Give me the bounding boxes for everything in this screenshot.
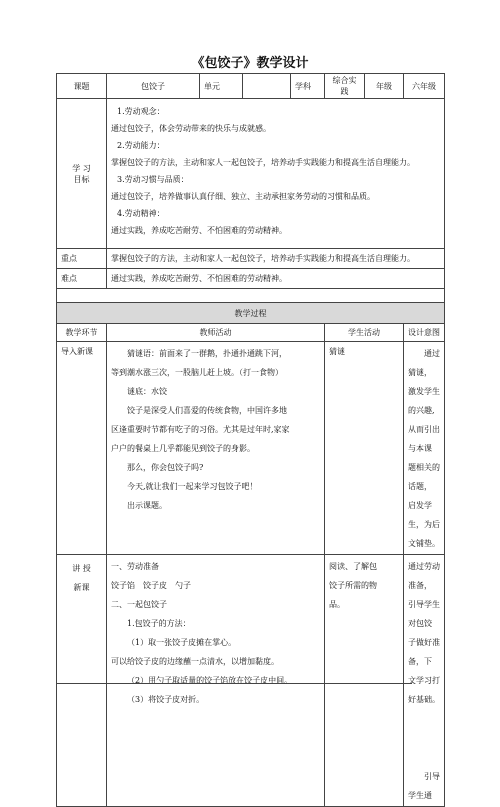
goals-content xyxy=(107,99,445,249)
key-point-row xyxy=(57,249,445,269)
design-line: 题相关的话题， xyxy=(408,463,440,492)
subject-value: 综合实践 xyxy=(325,74,365,99)
teach-row xyxy=(57,555,445,807)
intro-design xyxy=(404,342,445,555)
goal-line: 通过包饺子，体会劳动带来的快乐与成就感。 xyxy=(111,124,271,134)
goal-line: 掌握包饺子的方法，主动和家人一起包饺子，培养动手实践能力和提高生活自理能力。 xyxy=(111,158,415,168)
teacher-line: 可以给饺子皮的边缘蘸一点清水，以增加黏度。 xyxy=(111,657,279,667)
intro-student: 猜谜 xyxy=(325,342,404,555)
design-line: 引导学生通 xyxy=(408,772,440,801)
process-heading: 教学过程 xyxy=(57,303,445,324)
col-design: 设计意图 xyxy=(404,324,445,342)
spacer-row xyxy=(57,289,445,303)
design-line: 引导学生对包饺 xyxy=(408,600,440,629)
teacher-line: 等到潮水涨三次，一股脑儿赶上坡。（打一食物） xyxy=(111,368,283,378)
design-line: 通过劳动准备， xyxy=(408,562,440,591)
key-point-label: 重点 xyxy=(57,249,107,269)
col-student: 学生活动 xyxy=(325,324,404,342)
intro-row xyxy=(57,342,445,555)
goal-line: 通过包饺子，培养做事认真仔细、独立、主动承担家务劳动的习惯和品质。 xyxy=(111,192,375,202)
design-line: 文学习打好基础。 xyxy=(408,676,440,705)
goal-line: 3.劳动习惯与品质： xyxy=(117,175,189,185)
teacher-line: 今天,就让我们一起来学习包饺子吧！ xyxy=(127,482,258,492)
teach-teacher xyxy=(107,555,325,807)
teacher-line: 户户的餐桌上几乎都能见到饺子的身影。 xyxy=(111,444,255,454)
teacher-line: 区逢重要时节都有吃子的习俗。尤其是过年时,家家 xyxy=(111,425,290,435)
grade-label: 年级 xyxy=(365,74,404,99)
teach-stage: 讲 授 新课 xyxy=(57,555,107,807)
teacher-line: 谜底：水饺 xyxy=(127,387,167,397)
header-row xyxy=(57,74,445,99)
grade-value: 六年级 xyxy=(404,74,445,99)
design-line: 从而引出与本课 xyxy=(408,425,440,454)
teacher-line: 饺子是深受人们喜爱的传统食物，中国许多地 xyxy=(127,406,287,416)
teacher-line: 一、劳动准备 xyxy=(111,562,159,572)
student-line: 饺子所需的物 xyxy=(329,581,377,591)
teacher-line: （3）将饺子皮对折。 xyxy=(127,695,205,705)
goals-row xyxy=(57,99,445,249)
intro-teacher xyxy=(107,342,325,555)
teacher-line: 二、一起包饺子 xyxy=(111,600,167,610)
goal-line: 2.劳动能力： xyxy=(117,141,165,151)
design-line: 激发学生的兴趣, xyxy=(408,387,440,416)
teacher-line: 出示课题。 xyxy=(127,501,167,511)
lesson-plan-table xyxy=(56,73,445,807)
unit-label: 单元 xyxy=(200,74,243,99)
difficulty-row xyxy=(57,269,445,289)
teacher-line: （1）取一张饺子皮摊在掌心。 xyxy=(127,638,237,648)
goal-line: 1.劳动观念： xyxy=(117,107,165,117)
process-columns-row xyxy=(57,324,445,342)
key-point-text: 掌握包饺子的方法，主动和家人一起包饺子，培养动手实践能力和提高生活自理能力。 xyxy=(107,249,445,269)
teacher-line: 那么，你会包饺子吗? xyxy=(127,463,204,473)
page-title: 《包饺子》教学设计 xyxy=(191,56,309,71)
teacher-line: 1.包饺子的方法： xyxy=(127,619,191,629)
subject-label: 学科 xyxy=(291,74,325,99)
intro-stage: 导入新课 xyxy=(57,342,107,555)
student-line: 阅读、了解包 xyxy=(329,562,377,572)
col-stage: 教学环节 xyxy=(57,324,107,342)
teacher-line: （2）用勺子取适量的饺子馅放在饺子皮中间。 xyxy=(127,676,293,686)
goals-label: 学 习 目标 xyxy=(57,99,107,249)
col-teacher: 教师活动 xyxy=(107,324,325,342)
teach-student xyxy=(325,555,404,807)
design-line: 子做好准备，下 xyxy=(408,638,440,667)
difficulty-text: 通过实践，养成吃苦耐劳、不怕困难的劳动精神。 xyxy=(107,269,445,289)
unit-value xyxy=(243,74,291,99)
teacher-line: 饺子馅 饺子皮 勺子 xyxy=(111,581,191,591)
process-heading-row xyxy=(57,303,445,324)
footer-divider xyxy=(56,683,412,684)
design-line: 文铺垫。 xyxy=(408,539,440,549)
student-line: 品。 xyxy=(329,600,345,610)
design-line: 启发学生，为后 xyxy=(408,501,440,530)
topic-value: 包饺子 xyxy=(107,74,200,99)
design-line: 通过猜谜， xyxy=(408,349,440,378)
goal-line: 通过实践，养成吃苦耐劳、不怕困难的劳动精神。 xyxy=(111,226,287,236)
teach-design xyxy=(404,555,445,807)
difficulty-label: 难点 xyxy=(57,269,107,289)
topic-label: 课题 xyxy=(57,74,107,99)
goal-line: 4.劳动精神： xyxy=(117,209,165,219)
teacher-line: 猜谜语：前面来了一群鹅，扑通扑通跳下河， xyxy=(127,349,287,359)
